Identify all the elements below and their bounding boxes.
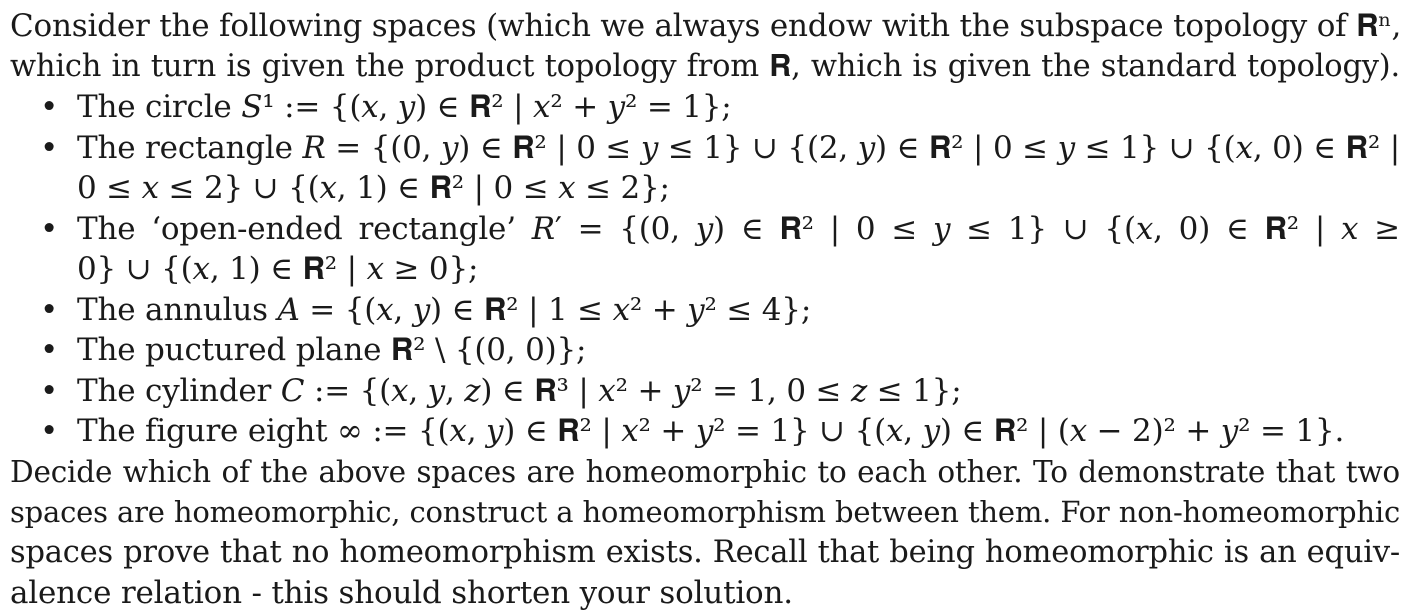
intro-line-2: which in turn is given the product topology from 𝐑, which is given the standard topology). [10, 48, 1400, 84]
list-item-text: The cylinder 𝐶 := {(𝑥, 𝑦, 𝑧) ∈ 𝐑³ | 𝑥² + 𝑦² = 1, 0 ≤ 𝑧 ≤ 1}; [77, 372, 962, 409]
list-item-text: The circle 𝑆¹ := {(𝑥, 𝑦) ∈ 𝐑² | 𝑥² + 𝑦² = 1}; [77, 89, 732, 125]
list-item-text: The annulus 𝐴 = {(𝑥, 𝑦) ∈ 𝐑² | 1 ≤ 𝑥² + 𝑦² ≤ 4}; [77, 291, 812, 328]
intro-line-1: Consider the following spaces (which we always endow with the subspace topology of 𝐑ⁿ, [10, 8, 1402, 44]
list-item-annulus [10, 290, 1400, 331]
problem-text [10, 6, 1400, 614]
outro-line-1: Decide which of the above spaces are homeomorphic to each other. To demonstrate that two [10, 454, 1400, 489]
bullet-icon: • [40, 129, 59, 166]
list-item-text: The puctured plane 𝐑² \ {(0, 0)}; [77, 332, 587, 368]
list-item-figure-eight [10, 411, 1400, 452]
bullet-icon: • [40, 210, 59, 247]
list-item-text: The ‘open-ended rectangle’ 𝑅′ = {(0, 𝑦) ∈ 𝐑² | 0 ≤ 𝑦 ≤ 1} ∪ {(𝑥, 0) ∈ 𝐑² | 𝑥 ≥ [77, 210, 1400, 247]
bullet-icon: • [40, 89, 59, 125]
outro-line-3: spaces prove that no homeomorphism exists. Recall that being homeomorphic is an equiv- [10, 534, 1400, 570]
list-item-cylinder [10, 371, 1400, 412]
bullet-icon: • [40, 372, 59, 409]
outro-line-4: alence relation - this should shorten your solution. [10, 575, 793, 611]
list-item-rectangle [10, 128, 1400, 169]
list-item-open-ended-rectangle [10, 209, 1400, 250]
list-item-rectangle-continuation: 0 ≤ 𝑥 ≤ 2} ∪ {(𝑥, 1) ∈ 𝐑² | 0 ≤ 𝑥 ≤ 2}; [77, 170, 670, 206]
list-item-circle [10, 87, 1400, 128]
list-item-text: The figure eight ∞ := {(𝑥, 𝑦) ∈ 𝐑² | 𝑥² + 𝑦² = 1} ∪ {(𝑥, 𝑦) ∈ 𝐑² | (𝑥 − 2)² + 𝑦² = 1}. [77, 413, 1345, 449]
bullet-icon: • [40, 413, 59, 449]
outro-line-2: spaces are homeomorphic, construct a homeomorphism between them. For non-homeomorphic [10, 495, 1400, 529]
list-item-text: The rectangle 𝑅 = {(0, 𝑦) ∈ 𝐑² | 0 ≤ 𝑦 ≤ 1} ∪ {(2, 𝑦) ∈ 𝐑² | 0 ≤ 𝑦 ≤ 1} ∪ {(𝑥, 0) ∈ 𝐑² | [77, 129, 1400, 166]
list-item-open-ended-rectangle-continuation: 0} ∪ {(𝑥, 1) ∈ 𝐑² | 𝑥 ≥ 0}; [77, 251, 479, 287]
bullet-icon: • [40, 291, 59, 328]
list-item-punctured-plane [10, 330, 1400, 371]
bullet-icon: • [40, 332, 59, 368]
